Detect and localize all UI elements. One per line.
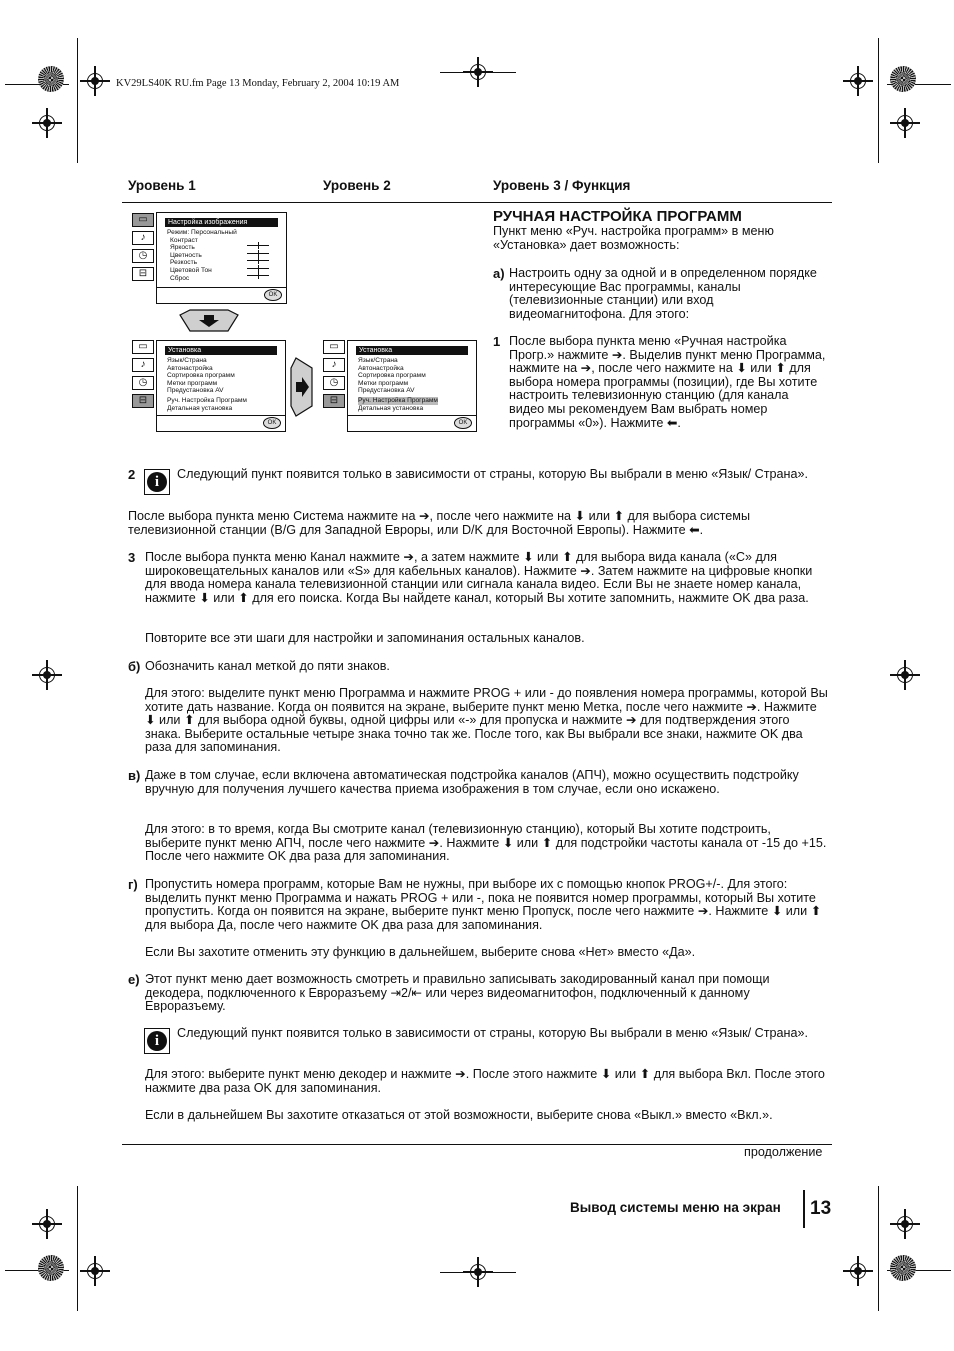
picture-menu-screen <box>156 212 287 304</box>
step-marker: 2 <box>128 467 136 482</box>
crop-mark <box>878 1186 879 1311</box>
item-g-text: Пропустить номера программ, которые Вам не нужны, при выборе их с помощью кнопок PROG+/-. Для этого: выделить пункт меню Программа и нажать PROG + или -, пока не появится номер программы, который Вы хотите пропустить. Когда он появится на экране, выберите пункт меню Пропуск, после чего нажмите ➔. Нажмите ⬇ или ⬆ для выбора Да, после чего нажмите OK два раза для запоминания. <box>145 877 822 932</box>
menu-item: Метки программ <box>167 379 218 387</box>
picture-menu-icon: ▭ <box>132 213 154 227</box>
step3-repeat: Повторите все эти шаги для настройки и запоминания остальных каналов. <box>145 631 585 645</box>
column-heading-level3: Уровень 3 / Функция <box>493 178 631 193</box>
item-e-cancel: Если в дальнейшем Вы захотите отказаться от этой возможности, выберите снова «Выкл.» вместо «Вкл.». <box>145 1108 773 1122</box>
registration-mark-icon <box>80 1256 110 1286</box>
step2-text: После выбора пункта меню Система нажмите на ➔, после чего нажмите на ⬇ или ⬆ для выбора системы телевизионной станции (B/G для Западной Евроры, или D/K для Восточной Европы). Нажмите ⬅. <box>128 509 751 537</box>
menu-icon-bar <box>132 340 154 412</box>
item-marker: е) <box>128 972 140 987</box>
section-intro: Пункт меню «Руч. настройка программ» в меню «Установка» дает возможность: <box>493 224 774 252</box>
timer-menu-icon: ◷ <box>132 249 154 263</box>
registration-mark-icon <box>843 1256 873 1286</box>
menu-icon-bar <box>323 340 345 412</box>
registration-burst-icon <box>38 66 64 92</box>
picture-menu-icon: ▭ <box>323 340 345 354</box>
down-arrow-icon <box>178 309 240 333</box>
registration-mark-icon <box>890 1209 920 1239</box>
column-heading-level1: Уровень 1 <box>128 178 196 193</box>
menu-item: Контраст <box>170 236 198 244</box>
menu-item: Автонастройка <box>167 364 213 372</box>
registration-mark-icon <box>32 660 62 690</box>
slider-icon <box>247 253 269 254</box>
registration-mark-icon <box>463 1257 493 1287</box>
section-title: РУЧНАЯ НАСТРОЙКА ПРОГРАММ <box>493 208 742 225</box>
crop-mark <box>77 38 78 163</box>
item-marker: б) <box>128 659 141 674</box>
slider-icon <box>247 275 269 276</box>
slider-icon <box>247 268 269 269</box>
menu-item: Предустановка AV <box>358 387 415 395</box>
header-rule <box>122 202 832 203</box>
continued-label: продолжение <box>744 1145 823 1159</box>
registration-mark-icon <box>32 108 62 138</box>
setup-menu-screen-highlighted <box>347 340 477 432</box>
menu-item: Сброс <box>170 274 190 282</box>
menu-item: Яркость <box>170 244 195 252</box>
timer-menu-icon: ◷ <box>132 376 154 390</box>
registration-mark-icon <box>843 66 873 96</box>
info-note: Следующий пункт появится только в зависимости от страны, которую Вы выбрали в меню «Язык/ Страна». <box>177 1026 808 1040</box>
info-note: Следующий пункт появится только в зависимости от страны, которую Вы выбрали в меню «Язык/ Страна». <box>177 467 808 481</box>
registration-burst-icon <box>890 66 916 92</box>
menu-item: Сортировка программ <box>167 372 235 380</box>
registration-mark-icon <box>80 66 110 96</box>
menu-item: Предустановка AV <box>167 387 224 395</box>
info-icon: i <box>144 1028 170 1054</box>
slider-icon <box>247 245 269 246</box>
menu-item: Цветовой Тон <box>170 266 212 274</box>
picture-menu-items <box>167 229 237 282</box>
setup-menu-items <box>167 357 247 412</box>
setup-menu-icon: ⊟ <box>132 267 154 281</box>
picture-menu-icon: ▭ <box>132 340 154 354</box>
item-a-text: Настроить одну за одной и в определенном порядке интересующие Вас программы, каналы (телевизионные станции) или вход видеомагнитофона. Для этого: <box>509 266 817 321</box>
right-arrow-icon <box>290 356 314 418</box>
setup-menu-screen <box>156 340 286 432</box>
item-v-text: Даже в том случае, если включена автоматическая подстройка каналов (АПЧ), можно осуществить подстройку вручную для получения лучшего качества приема изображения в том случае, если оно искажено. <box>145 768 799 796</box>
menu-item-selected: Руч. Настройка Программ <box>358 396 438 404</box>
crop-mark <box>878 38 879 163</box>
step3-text: После выбора пункта меню Канал нажмите ➔, а затем нажмите ⬇ или ⬆ для выбора вида канала («С» для широковещательных каналов или «S» для кабельных каналов). Нажмите ➔. Затем нажмите на цифровые кнопки для ввода номера канала телевизионной станции или сигнала канала видео. Если Вы не знаете номер канала, нажмите ⬇ или ⬆ для его поиска. Когда Вы найдете канал, который Вы хотите запомнить, нажмите OK два раза. <box>145 550 813 605</box>
setup-menu-icon: ⊟ <box>323 394 345 408</box>
menu-item: Сортировка программ <box>358 372 426 380</box>
timer-menu-icon: ◷ <box>323 376 345 390</box>
item-marker: в) <box>128 768 141 783</box>
menu-item: Автонастройка <box>358 364 404 372</box>
crop-mark <box>77 1186 78 1311</box>
item-e-detail: Для этого: выберите пункт меню декодер и нажмите ➔. После этого нажмите ⬇ или ⬆ для выбора Вкл. После этого нажмите два раза OK для запоминания. <box>145 1067 825 1095</box>
item-marker: а) <box>493 266 505 281</box>
step1-text: После выбора пункта меню «Ручная настройка Прогр.» нажмите ➔. Выделив пункт меню Программа, нажмите на ➔, после чего нажмите на ⬇ или ⬆ для выбора номера программы (позиции), где Вы хотите настроить телевизионную станцию (для канала видео мы рекомендуем Вам выбрать номер программы «0»). Нажмите ⬅. <box>509 334 826 430</box>
setup-menu-title: Установка <box>356 346 468 355</box>
sound-menu-icon: ♪ <box>323 358 345 372</box>
picture-menu-title: Настройка изображения <box>165 218 278 227</box>
footer-section-title: Вывод системы меню на экран <box>570 1200 781 1215</box>
setup-menu-icon: ⊟ <box>132 394 154 408</box>
setup-menu-title: Установка <box>165 346 277 355</box>
item-marker: г) <box>128 877 138 892</box>
slider-icon <box>247 260 269 261</box>
footer-rule <box>122 1144 832 1145</box>
registration-burst-icon <box>890 1255 916 1281</box>
step-marker: 1 <box>493 334 501 349</box>
ok-button-icon: OK <box>264 289 282 301</box>
item-b-detail: Для этого: выделите пункт меню Программа и нажмите PROG + или - до появления номера программы, которой Вы хотите дать название. Когда он появится на экране, выберите пункт меню Метка, после чего нажмите ➔. Нажмите ⬇ или ⬆ для выбора одной буквы, одной цифры или «-» для пропуска и нажмите ➔ для подтверждения этого знака. Выберите остальные четыре знака точно так же. После того, как Вы выбрали все знаки, нажмите OK два раза для запоминания. <box>145 686 828 755</box>
menu-item: Язык/Страна <box>167 357 207 364</box>
ok-button-icon: OK <box>454 417 472 429</box>
registration-burst-icon <box>38 1255 64 1281</box>
menu-item: Цветность <box>170 251 202 259</box>
page-number: 13 <box>810 1198 832 1219</box>
step-marker: 3 <box>128 550 136 565</box>
menu-item: Язык/Страна <box>358 357 398 364</box>
item-v-detail: Для этого: в то время, когда Вы смотрите канал (телевизионную станцию), который Вы хотите подстроить, выберите пункт меню АПЧ, после чего нажмите ➔. Нажмите ⬇ или ⬆ для подстройки частоты канала от -15 до +15. После чего нажмите OK два раза для запоминания. <box>145 822 827 864</box>
registration-mark-icon <box>890 660 920 690</box>
registration-mark-icon <box>32 1209 62 1239</box>
item-b-text: Обозначить канал меткой до пяти знаков. <box>145 659 390 673</box>
registration-mark-icon <box>890 108 920 138</box>
ok-button-icon: OK <box>263 417 281 429</box>
menu-item: Детальная установка <box>358 404 424 412</box>
menu-item: Руч. Настройка Программ <box>167 396 247 404</box>
file-info-header: KV29LS40K RU.fm Page 13 Monday, February 2, 2004 10:19 AM <box>116 78 400 89</box>
menu-item: Метки программ <box>358 379 409 387</box>
item-e-text: Этот пункт меню дает возможность смотреть и правильно записывать закодированный канал при помощи декодера, подключенного к Евроразъему ⇥2/⇤ или через видеомагнитофон, подключенный к данному Евроразъему. <box>145 972 770 1014</box>
info-icon: i <box>144 469 170 495</box>
menu-item: Детальная установка <box>167 404 233 412</box>
sound-menu-icon: ♪ <box>132 231 154 245</box>
page-number-divider <box>803 1190 805 1228</box>
registration-mark-icon <box>463 57 493 87</box>
sound-menu-icon: ♪ <box>132 358 154 372</box>
menu-item: Режим: Персональный <box>167 229 237 236</box>
item-g-cancel: Если Вы захотите отменить эту функцию в дальнейшем, выберите снова «Нет» вместо «Да». <box>145 945 696 959</box>
column-heading-level2: Уровень 2 <box>323 178 391 193</box>
menu-icon-bar <box>132 213 154 285</box>
setup-menu-items <box>358 357 438 412</box>
menu-item: Резкость <box>170 259 198 267</box>
